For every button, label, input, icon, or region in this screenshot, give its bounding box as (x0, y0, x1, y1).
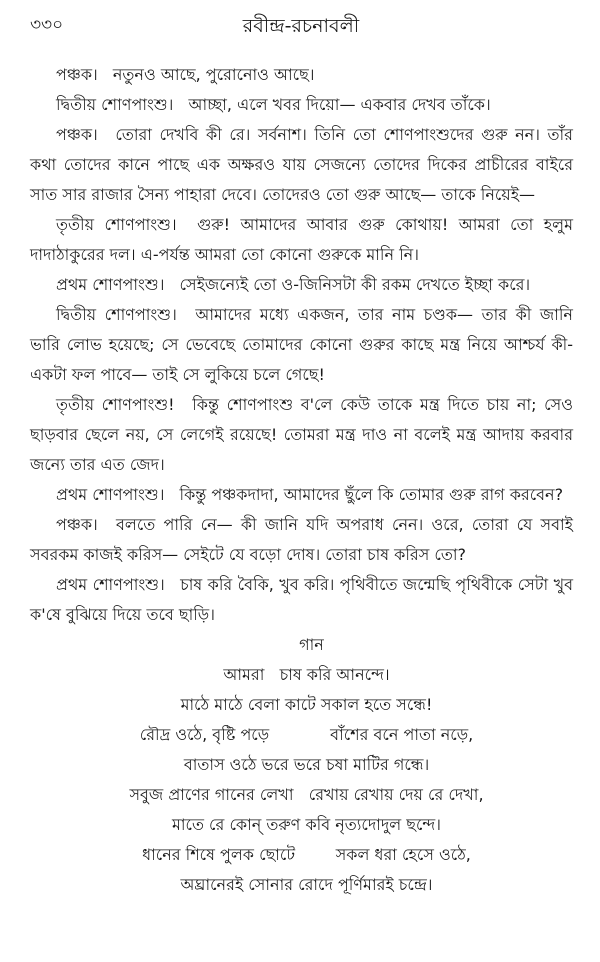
speaker: পঞ্চক। (56, 125, 98, 144)
song-line: মাতে রে কোন্ তরুণ কবি নৃত্যদোদুল ছন্দে। (172, 815, 441, 834)
song-line: আমরা চাষ করি আনন্দে। (223, 665, 390, 684)
dialogue-paragraph (30, 300, 573, 390)
dialogue-text: আচ্ছা, এলে খবর দিয়ো— একবার দেখব তাঁকে। (188, 95, 491, 114)
page-body (30, 60, 573, 900)
dialogue-text: কিন্তু পঞ্চকদাদা, আমাদের ছুঁলে কি তোমার গুরু রাগ করবেন? (179, 485, 564, 504)
speaker: পঞ্চক। (56, 515, 98, 534)
song-line: সবুজ প্রাণের গানের লেখা রেখায় রেখায় দেয় রে দেখা, (129, 785, 484, 804)
dialogue-text: গুরু! আমাদের আবার গুরু কোথায়! আমরা তো হলুম দাদাঠাকুরের দল। এ-পর্যন্ত আমরা তো কোনো গুরুকে মানি নি। (30, 215, 573, 264)
dialogue-paragraph (30, 120, 573, 210)
song-line: ধানের শিষে পুলক ছোটে সকল ধরা হেসে ওঠে, (142, 845, 471, 864)
running-title: রবীন্দ্র-রচনাবলী (242, 15, 360, 37)
dialogue-text: আমাদের মধ্যে একজন, তার নাম চণ্ডক— তার কী জানি ভারি লোভ হয়েছে; সে ভেবেছে তোমাদের কোনো গুরুর কাছে মন্ত্র নিয়ে আশ্চর্য কী-একটা ফল পাবে— তাই সে লুকিয়ে চলে গেছে! (30, 305, 573, 384)
dialogue-paragraph (30, 510, 573, 570)
speaker: পঞ্চক। (56, 65, 98, 84)
dialogue-text: তোরা দেখবি কী রে। সর্বনাশ। তিনি তো শোণপাংশুদের গুরু নন। তাঁর কথা তোদের কানে পাছে এক অক্ষরও যায় সেজন্যে তোদের দিকের প্রাচীরের বাইরে সাত সার রাজার সৈন্য পাহারা দেবে। তোদেরও তো গুরু আছে— তাকে নিয়েই— (30, 125, 573, 204)
dialogue-paragraph (30, 90, 573, 120)
speaker: প্রথম শোণপাংশু। (56, 275, 165, 294)
song-line: রৌদ্র ওঠে, বৃষ্টি পড়ে বাঁশের বনে পাতা নড়ে, (139, 725, 474, 744)
speaker: দ্বিতীয় শোণপাংশু। (56, 95, 174, 114)
song-line: বাতাস ওঠে ভরে ভরে চষা মাটির গন্ধে। (183, 755, 430, 774)
speaker: তৃতীয় শোণপাংশু। (56, 215, 177, 234)
dialogue-paragraph (30, 60, 573, 90)
page-header (30, 12, 572, 42)
speaker: প্রথম শোণপাংশু। (56, 575, 165, 594)
dialogue-text: সেইজন্যেই তো ও-জিনিসটা কী রকম দেখতে ইচ্ছা করে। (179, 275, 531, 294)
dialogue-paragraph (30, 270, 573, 300)
speaker: দ্বিতীয় শোণপাংশু। (56, 305, 177, 324)
song-title: গান (299, 635, 324, 654)
dialogue-paragraph (30, 390, 573, 480)
dialogue-text: বলতে পারি নে— কী জানি যদি অপরাধ নেন। ওরে, তোরা যে সবাই সবরকম কাজই করিস— সেইটে যে বড়ো দোষ। তোরা চাষ করিস তো? (30, 515, 573, 564)
speaker: তৃতীয় শোণপাংশু! (56, 395, 175, 414)
song-line: মাঠে মাঠে বেলা কাটে সকাল হতে সন্ধে! (180, 695, 433, 714)
song-line: অঘ্রানেরই সোনার রোদে পূর্ণিমারই চন্দ্রে। (180, 875, 433, 894)
dialogue-text: নতুনও আছে, পুরোনোও আছে। (112, 65, 315, 84)
dialogue-text: কিন্তু শোণপাংশু ব'লে কেউ তাকে মন্ত্র দিতে চায় না; সেও ছাড়বার ছেলে নয়, সে লেগেই রয়েছে! তোমরা মন্ত্র দাও না বলেই মন্ত্র আদায় করবার জন্যে তার এত জেদ। (30, 395, 574, 474)
speaker: প্রথম শোণপাংশু। (56, 485, 165, 504)
dialogue-text: চাষ করি বৈকি, খুব করি। পৃথিবীতে জন্মেছি পৃথিবীকে সেটা খুব ক'ষে বুঝিয়ে দিয়ে তবে ছাড়ি। (30, 575, 573, 624)
dialogue-paragraph (30, 480, 573, 510)
dialogue-paragraph (30, 210, 573, 270)
page-number: ৩৩০ (30, 15, 64, 35)
dialogue-paragraph (30, 570, 573, 630)
